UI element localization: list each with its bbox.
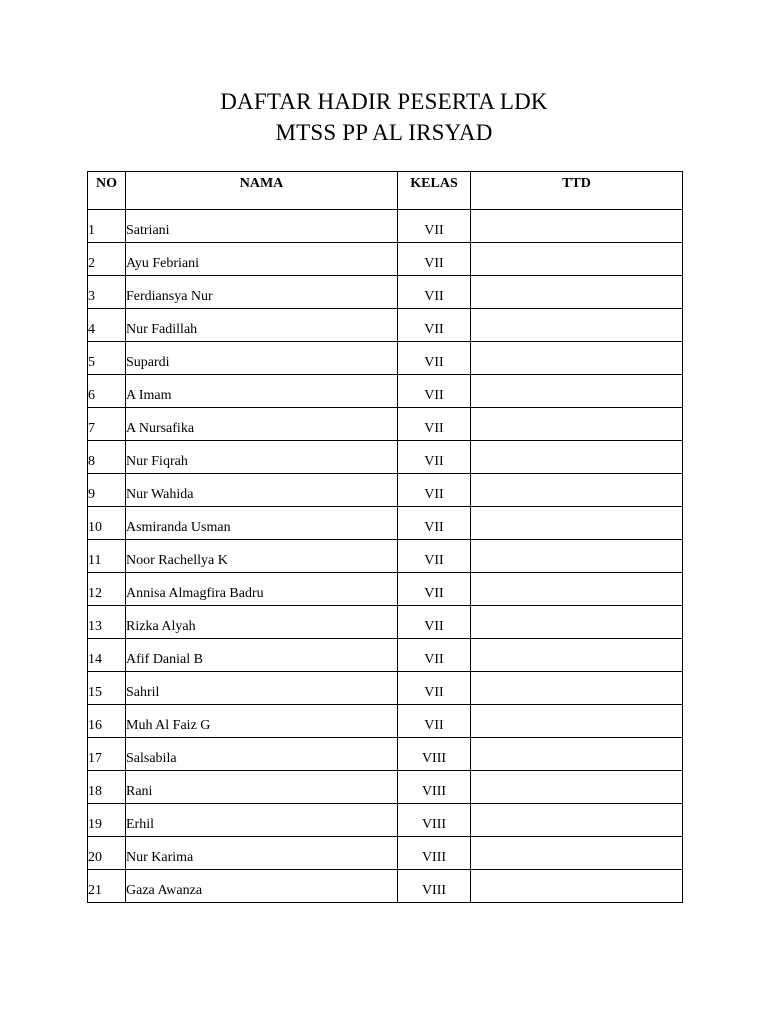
student-name-cell: Annisa Almagfira Badru bbox=[126, 573, 398, 606]
class-cell: VII bbox=[398, 375, 471, 408]
student-name-cell: Rizka Alyah bbox=[126, 606, 398, 639]
row-number-cell: 12 bbox=[88, 573, 126, 606]
table-row bbox=[88, 243, 683, 276]
signature-cell[interactable] bbox=[471, 408, 683, 441]
table-row bbox=[88, 672, 683, 705]
table-row bbox=[88, 408, 683, 441]
table-row bbox=[88, 441, 683, 474]
signature-cell[interactable] bbox=[471, 837, 683, 870]
student-name-cell: Gaza Awanza bbox=[126, 870, 398, 903]
signature-cell[interactable] bbox=[471, 342, 683, 375]
class-cell: VII bbox=[398, 606, 471, 639]
class-cell: VII bbox=[398, 573, 471, 606]
table-row bbox=[88, 606, 683, 639]
table-row bbox=[88, 771, 683, 804]
class-cell: VII bbox=[398, 243, 471, 276]
class-cell: VII bbox=[398, 507, 471, 540]
signature-cell[interactable] bbox=[471, 738, 683, 771]
student-name-cell: Satriani bbox=[126, 210, 398, 243]
student-name-cell: Noor Rachellya K bbox=[126, 540, 398, 573]
class-cell: VII bbox=[398, 639, 471, 672]
class-cell: VIII bbox=[398, 870, 471, 903]
class-cell: VIII bbox=[398, 804, 471, 837]
row-number-cell: 8 bbox=[88, 441, 126, 474]
row-number-cell: 3 bbox=[88, 276, 126, 309]
signature-cell[interactable] bbox=[471, 705, 683, 738]
class-cell: VII bbox=[398, 474, 471, 507]
student-name-cell: Supardi bbox=[126, 342, 398, 375]
table-row bbox=[88, 210, 683, 243]
student-name-cell: Asmiranda Usman bbox=[126, 507, 398, 540]
student-name-cell: Ferdiansya Nur bbox=[126, 276, 398, 309]
row-number-cell: 5 bbox=[88, 342, 126, 375]
table-row bbox=[88, 276, 683, 309]
signature-cell[interactable] bbox=[471, 870, 683, 903]
signature-cell[interactable] bbox=[471, 474, 683, 507]
signature-cell[interactable] bbox=[471, 804, 683, 837]
table-row bbox=[88, 375, 683, 408]
class-cell: VIII bbox=[398, 771, 471, 804]
row-number-cell: 17 bbox=[88, 738, 126, 771]
student-name-cell: A Nursafika bbox=[126, 408, 398, 441]
table-row bbox=[88, 474, 683, 507]
row-number-cell: 2 bbox=[88, 243, 126, 276]
signature-cell[interactable] bbox=[471, 375, 683, 408]
signature-cell[interactable] bbox=[471, 672, 683, 705]
row-number-cell: 4 bbox=[88, 309, 126, 342]
student-name-cell: A Imam bbox=[126, 375, 398, 408]
table-row bbox=[88, 837, 683, 870]
signature-cell[interactable] bbox=[471, 441, 683, 474]
row-number-cell: 21 bbox=[88, 870, 126, 903]
table-row bbox=[88, 738, 683, 771]
class-cell: VII bbox=[398, 342, 471, 375]
table-row bbox=[88, 342, 683, 375]
row-number-cell: 16 bbox=[88, 705, 126, 738]
column-header-nama: NAMA bbox=[126, 172, 398, 210]
signature-cell[interactable] bbox=[471, 771, 683, 804]
document-title: DAFTAR HADIR PESERTA LDK bbox=[220, 89, 548, 114]
table-body bbox=[88, 210, 683, 903]
class-cell: VII bbox=[398, 276, 471, 309]
row-number-cell: 11 bbox=[88, 540, 126, 573]
student-name-cell: Rani bbox=[126, 771, 398, 804]
class-cell: VII bbox=[398, 705, 471, 738]
table-row bbox=[88, 705, 683, 738]
row-number-cell: 6 bbox=[88, 375, 126, 408]
signature-cell[interactable] bbox=[471, 573, 683, 606]
class-cell: VIII bbox=[398, 738, 471, 771]
table-row bbox=[88, 309, 683, 342]
class-cell: VII bbox=[398, 672, 471, 705]
row-number-cell: 15 bbox=[88, 672, 126, 705]
signature-cell[interactable] bbox=[471, 210, 683, 243]
row-number-cell: 10 bbox=[88, 507, 126, 540]
table-row bbox=[88, 507, 683, 540]
student-name-cell: Salsabila bbox=[126, 738, 398, 771]
signature-cell[interactable] bbox=[471, 540, 683, 573]
signature-cell[interactable] bbox=[471, 276, 683, 309]
table-row bbox=[88, 804, 683, 837]
student-name-cell: Muh Al Faiz G bbox=[126, 705, 398, 738]
signature-cell[interactable] bbox=[471, 309, 683, 342]
table-row bbox=[88, 573, 683, 606]
class-cell: VII bbox=[398, 441, 471, 474]
student-name-cell: Nur Fadillah bbox=[126, 309, 398, 342]
signature-cell[interactable] bbox=[471, 243, 683, 276]
row-number-cell: 18 bbox=[88, 771, 126, 804]
class-cell: VII bbox=[398, 210, 471, 243]
row-number-cell: 19 bbox=[88, 804, 126, 837]
row-number-cell: 14 bbox=[88, 639, 126, 672]
column-header-no: NO bbox=[88, 172, 126, 210]
class-cell: VII bbox=[398, 540, 471, 573]
column-header-ttd: TTD bbox=[471, 172, 683, 210]
student-name-cell: Nur Wahida bbox=[126, 474, 398, 507]
class-cell: VII bbox=[398, 309, 471, 342]
class-cell: VIII bbox=[398, 837, 471, 870]
table-row bbox=[88, 540, 683, 573]
student-name-cell: Ayu Febriani bbox=[126, 243, 398, 276]
student-name-cell: Afif Danial B bbox=[126, 639, 398, 672]
class-cell: VII bbox=[398, 408, 471, 441]
row-number-cell: 7 bbox=[88, 408, 126, 441]
table-header-row bbox=[88, 172, 683, 210]
row-number-cell: 9 bbox=[88, 474, 126, 507]
document-subtitle: MTSS PP AL IRSYAD bbox=[275, 120, 493, 145]
student-name-cell: Nur Fiqrah bbox=[126, 441, 398, 474]
row-number-cell: 20 bbox=[88, 837, 126, 870]
signature-cell[interactable] bbox=[471, 639, 683, 672]
table-row bbox=[88, 639, 683, 672]
row-number-cell: 13 bbox=[88, 606, 126, 639]
document-header bbox=[0, 86, 768, 148]
student-name-cell: Erhil bbox=[126, 804, 398, 837]
column-header-kelas: KELAS bbox=[398, 172, 471, 210]
signature-cell[interactable] bbox=[471, 507, 683, 540]
table-row bbox=[88, 870, 683, 903]
attendance-table bbox=[87, 171, 683, 903]
signature-cell[interactable] bbox=[471, 606, 683, 639]
student-name-cell: Nur Karima bbox=[126, 837, 398, 870]
student-name-cell: Sahril bbox=[126, 672, 398, 705]
row-number-cell: 1 bbox=[88, 210, 126, 243]
